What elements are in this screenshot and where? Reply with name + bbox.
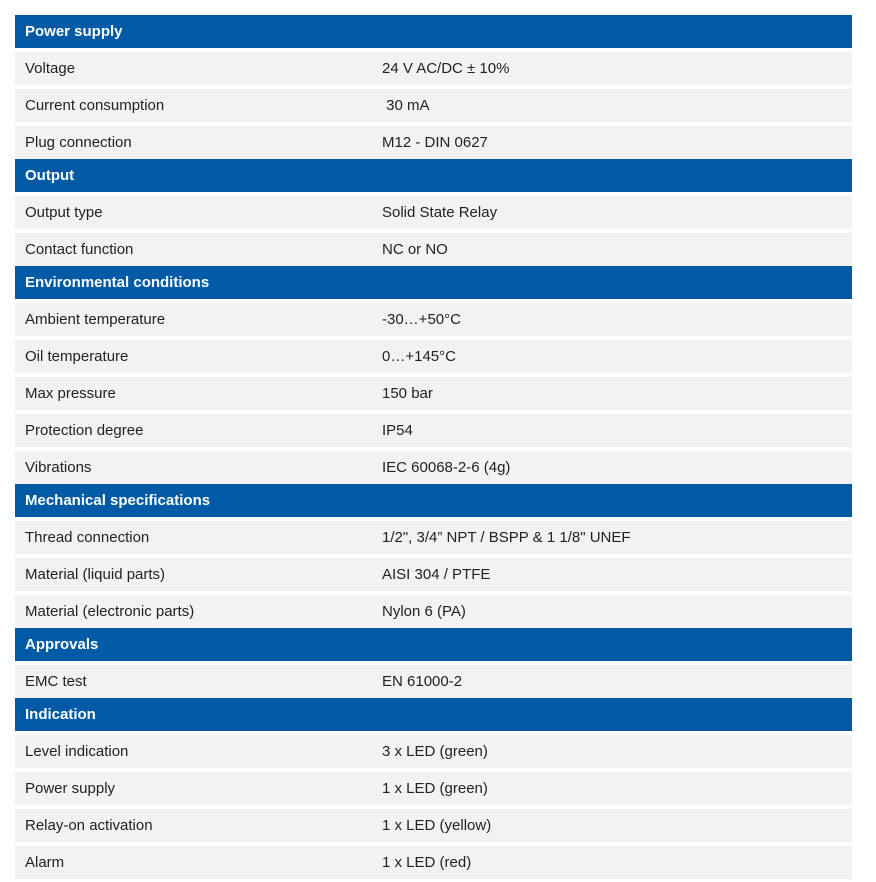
spec-value: NC or NO (382, 241, 448, 258)
spec-label: Oil temperature (25, 348, 129, 365)
section (15, 484, 852, 628)
section-header: Output (15, 159, 852, 192)
spec-row (15, 595, 852, 628)
spec-value: 24 V AC/DC ± 10% (382, 60, 510, 77)
section-header: Environmental conditions (15, 266, 852, 299)
spec-row (15, 665, 852, 698)
section-header: Mechanical specifications (15, 484, 852, 517)
spec-row (15, 340, 852, 373)
spec-label: EMC test (25, 673, 87, 690)
spec-label: Output type (25, 204, 103, 221)
spec-label: Contact function (25, 241, 134, 258)
section (15, 15, 852, 159)
spec-row (15, 233, 852, 266)
spec-value: 3 x LED (green) (382, 743, 488, 760)
spec-label: Ambient temperature (25, 311, 166, 328)
spec-table (15, 15, 852, 879)
spec-value: 1/2", 3/4” NPT / BSPP & 1 1/8" UNEF (382, 529, 631, 546)
section (15, 698, 852, 879)
section (15, 159, 852, 266)
spec-label: Alarm (25, 854, 65, 871)
spec-value: -30…+50°C (382, 311, 461, 328)
spec-row (15, 451, 852, 484)
spec-row (15, 846, 852, 879)
spec-label: Level indication (25, 743, 129, 760)
spec-value: AISI 304 / PTFE (382, 566, 491, 583)
spec-label: Relay-on activation (25, 817, 153, 834)
spec-row (15, 735, 852, 768)
spec-label: Current consumption (25, 97, 165, 114)
spec-row (15, 558, 852, 591)
section (15, 628, 852, 698)
spec-row (15, 772, 852, 805)
spec-label: Protection degree (25, 422, 144, 439)
spec-value: Solid State Relay (382, 204, 498, 221)
spec-label: Max pressure (25, 385, 116, 402)
spec-value: Nylon 6 (PA) (382, 603, 466, 620)
spec-label: Material (electronic parts) (25, 603, 195, 620)
spec-value: 1 x LED (red) (382, 854, 472, 871)
section-header: Power supply (15, 15, 852, 48)
spec-label: Vibrations (25, 459, 92, 476)
spec-label: Thread connection (25, 529, 150, 546)
spec-label: Power supply (25, 780, 116, 797)
spec-value: IEC 60068-2-6 (4g) (382, 459, 511, 476)
spec-value: 0…+145°C (382, 348, 456, 365)
spec-row (15, 521, 852, 554)
section (15, 266, 852, 484)
section-header: Indication (15, 698, 852, 731)
spec-label: Material (liquid parts) (25, 566, 166, 583)
section-header: Approvals (15, 628, 852, 661)
spec-row (15, 303, 852, 336)
spec-value: 30 mA (382, 97, 430, 114)
spec-row (15, 809, 852, 842)
spec-value: M12 - DIN 0627 (382, 134, 488, 151)
spec-value: EN 61000-2 (382, 673, 463, 690)
spec-row (15, 414, 852, 447)
spec-value: 1 x LED (green) (382, 780, 488, 797)
spec-row (15, 196, 852, 229)
spec-value: IP54 (382, 422, 413, 439)
spec-label: Plug connection (25, 134, 132, 151)
spec-row (15, 377, 852, 410)
spec-row (15, 126, 852, 159)
spec-row (15, 52, 852, 85)
spec-value: 1 x LED (yellow) (382, 817, 492, 834)
spec-row (15, 89, 852, 122)
spec-label: Voltage (25, 60, 76, 77)
spec-value: 150 bar (382, 385, 433, 402)
